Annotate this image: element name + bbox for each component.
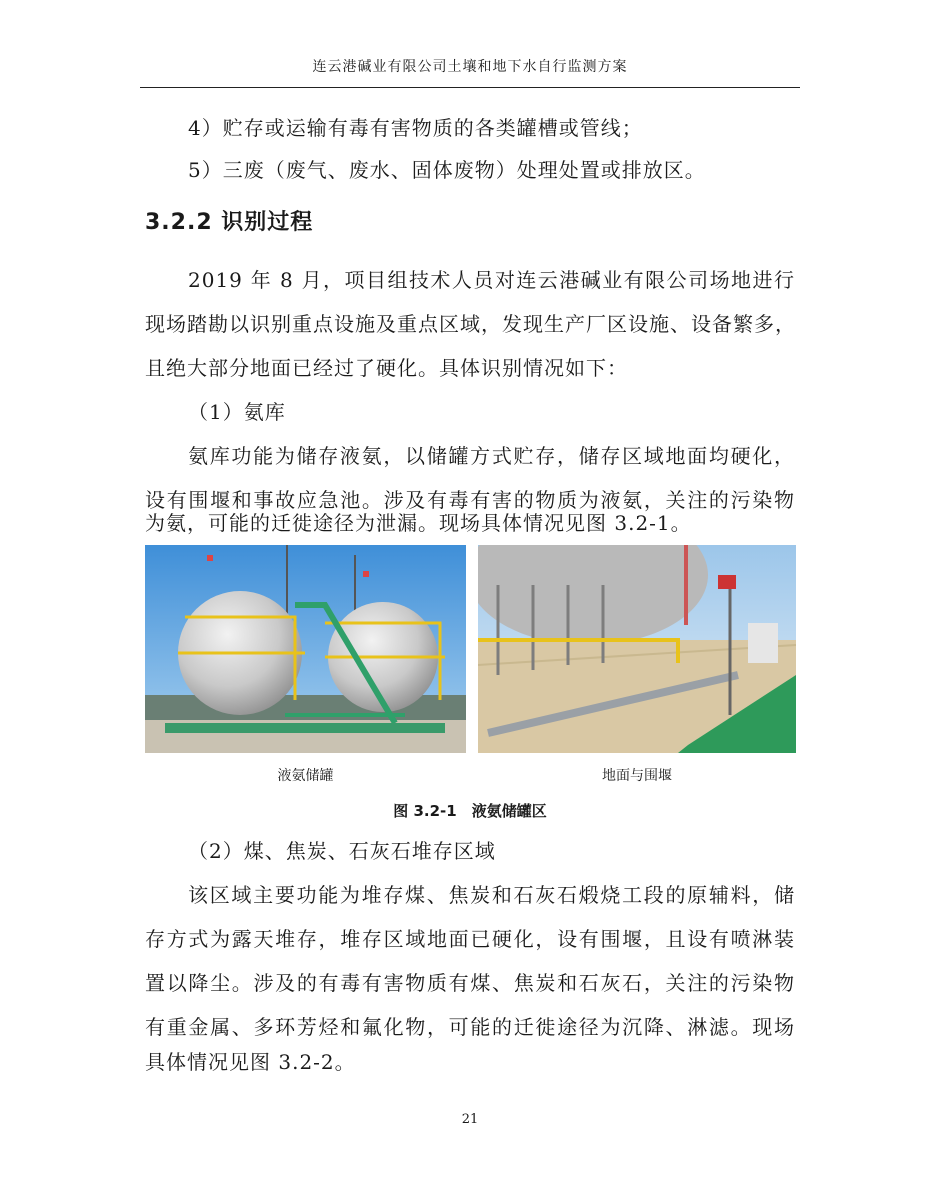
paragraph-line: 为氨，可能的迁徙途径为泄漏。现场具体情况见图 3.2-1。 xyxy=(145,511,692,535)
paragraph-line: 2019 年 8 月，项目组技术人员对连云港碱业有限公司场地进行 xyxy=(188,268,795,292)
caption-left: 液氨储罐 xyxy=(277,768,334,784)
paragraph-line: 存方式为露天堆存，堆存区域地面已硬化，设有围堰，且设有喷淋装 xyxy=(145,927,795,951)
page-number: 21 xyxy=(461,1112,479,1127)
paragraph-line: 置以降尘。涉及的有毒有害物质有煤、焦炭和石灰石，关注的污染物 xyxy=(145,971,795,995)
paragraph-line: 设有围堰和事故应急池。涉及有毒有害的物质为液氨，关注的污染物 xyxy=(145,488,795,512)
caption-right: 地面与围堰 xyxy=(602,768,672,784)
paragraph-line: 且绝大部分地面已经过了硬化。具体识别情况如下： xyxy=(145,356,628,380)
subheading-ammonia-store: （1）氨库 xyxy=(188,400,286,424)
paragraph-line: 有重金属、多环芳烃和氟化物，可能的迁徙途径为沉降、淋滤。现场 xyxy=(145,1015,795,1039)
page-header: 连云港碱业有限公司土壤和地下水自行监测方案 xyxy=(312,59,628,75)
paragraph-line: 具体情况见图 3.2-2。 xyxy=(145,1050,356,1074)
section-heading: 3.2.2 识别过程 xyxy=(145,210,314,235)
photo-ground-bund xyxy=(478,545,796,753)
paragraph-line: 现场踏勘以识别重点设施及重点区域，发现生产厂区设施、设备繁多， xyxy=(145,312,796,336)
paragraph-line: 该区域主要功能为堆存煤、焦炭和石灰石煅烧工段的原辅料，储 xyxy=(188,883,795,907)
figure-title: 图 3.2-1 液氨储罐区 xyxy=(393,802,547,820)
list-item-4: 4）贮存或运输有毒有害物质的各类罐槽或管线； xyxy=(188,116,643,140)
header-rule xyxy=(140,87,800,88)
subheading-coal-coke-limestone: （2）煤、焦炭、石灰石堆存区域 xyxy=(188,839,496,863)
list-item-5: 5）三废（废气、废水、固体废物）处理处置或排放区。 xyxy=(188,158,706,182)
paragraph-line: 氨库功能为储存液氨，以储罐方式贮存，储存区域地面均硬化， xyxy=(188,444,795,468)
photo-ammonia-tanks xyxy=(145,545,466,753)
